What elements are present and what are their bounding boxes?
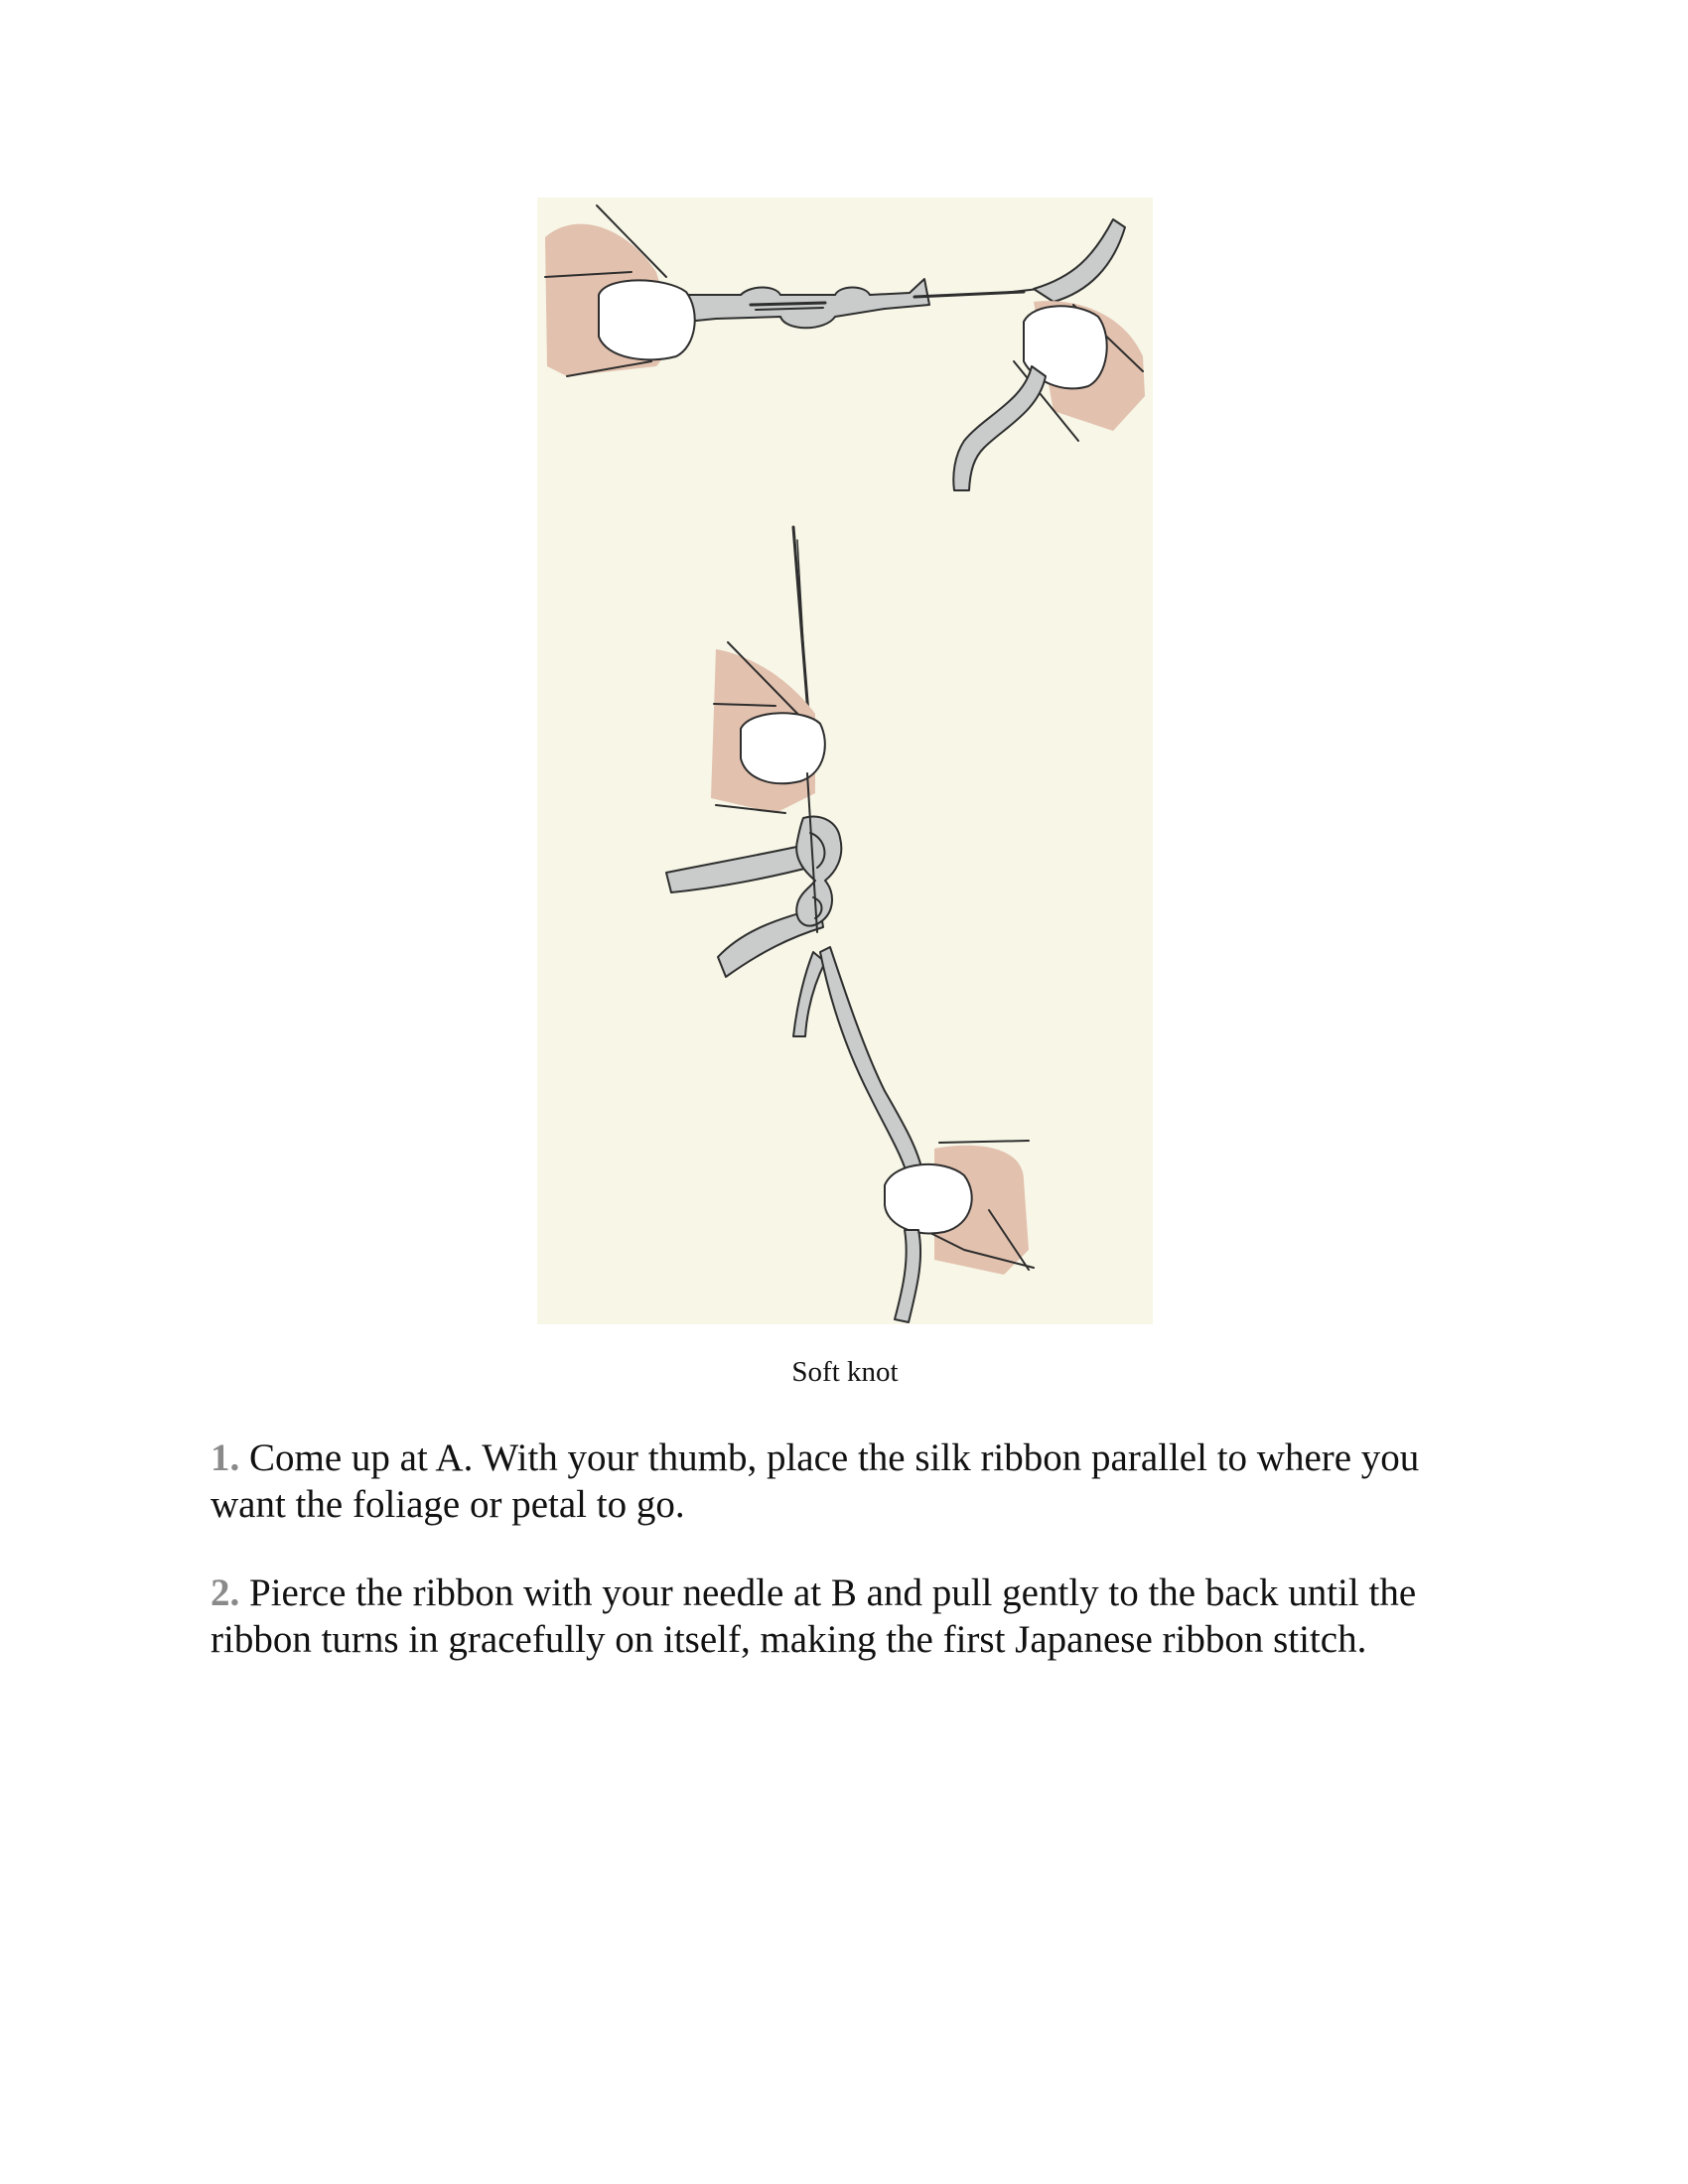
illustration-panel [537,198,1153,1324]
upper-thumbnail [741,713,825,783]
soft-knot-illustration [537,198,1153,1324]
instruction-step-1 [211,1434,1491,1528]
instruction-step-2 [211,1570,1491,1663]
lower-thumbnail [885,1164,972,1234]
step-text: Pierce the ribbon with your needle at B and pull gently to the back until the ribbon turns in gracefully on itself, making the first Japanese ribbon stitch. [211,1571,1417,1661]
step-number: 2. [211,1571,240,1614]
left-thumbnail [599,280,695,359]
step-number: 1. [211,1436,240,1479]
figure-caption: Soft knot [791,1356,899,1388]
step-text: Come up at A. With your thumb, place the silk ribbon parallel to where you want the foliage or petal to go. [211,1436,1420,1526]
